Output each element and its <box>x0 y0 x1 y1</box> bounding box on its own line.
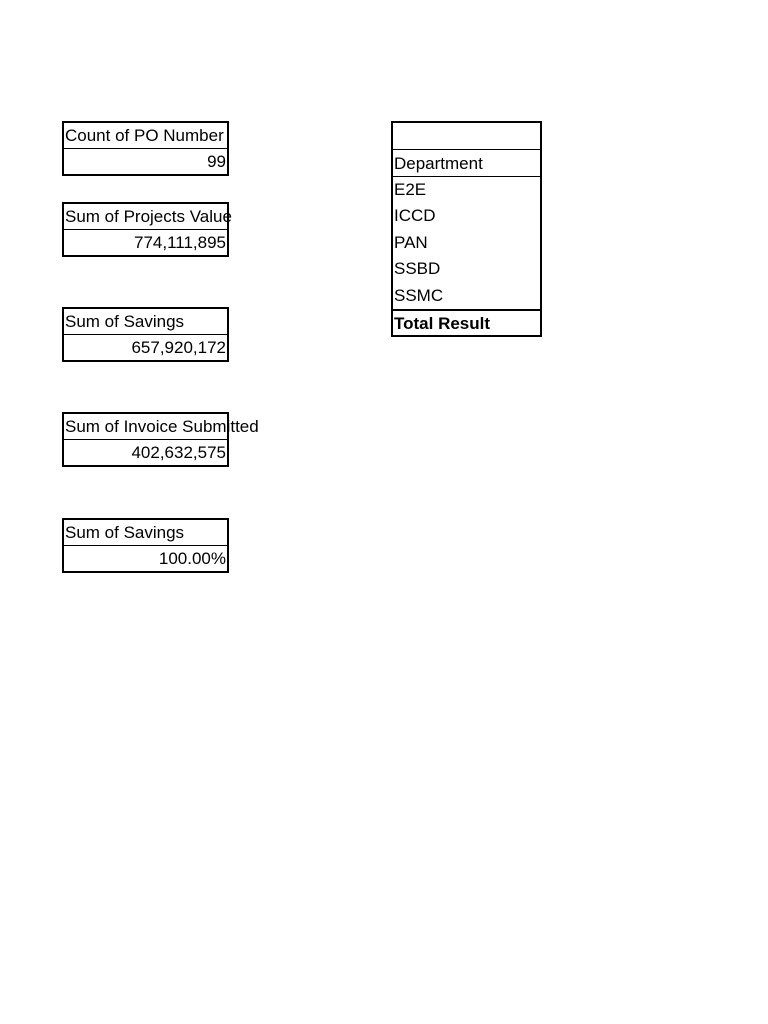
department-row[interactable]: SSMC <box>394 285 444 305</box>
pivot-header[interactable]: Sum of Invoice Submitted <box>64 414 227 440</box>
pivot-value[interactable]: 774,111,895 <box>133 233 226 252</box>
pivot-header[interactable]: Sum of Savings <box>64 520 227 546</box>
department-row[interactable]: E2E <box>394 180 427 199</box>
pivot-header[interactable]: Count of PO Number <box>64 123 227 149</box>
pivot-sum-savings <box>62 307 229 362</box>
department-blank-cell[interactable] <box>393 123 540 150</box>
pivot-value[interactable]: 99 <box>207 152 226 171</box>
department-row[interactable]: ICCD <box>394 206 436 226</box>
pivot-sum-projects-value <box>62 202 232 257</box>
pivot-sum-invoice-submitted <box>62 412 259 467</box>
pivot-header[interactable]: Sum of Savings <box>64 309 227 335</box>
department-pivot-table <box>391 121 542 337</box>
pivot-count-po-number <box>62 121 229 176</box>
pivot-value[interactable]: 402,632,575 <box>131 443 226 462</box>
pivot-header[interactable]: Sum of Projects Value <box>64 204 227 230</box>
department-header[interactable]: Department <box>393 150 540 177</box>
department-row[interactable]: SSBD <box>394 259 441 279</box>
pivot-value[interactable]: 657,920,172 <box>131 338 226 357</box>
pivot-value[interactable]: 100.00% <box>158 549 226 568</box>
pivot-sum-savings-percent <box>62 518 229 573</box>
department-row[interactable]: PAN <box>394 232 428 252</box>
department-total-row[interactable]: Total Result <box>393 309 540 335</box>
